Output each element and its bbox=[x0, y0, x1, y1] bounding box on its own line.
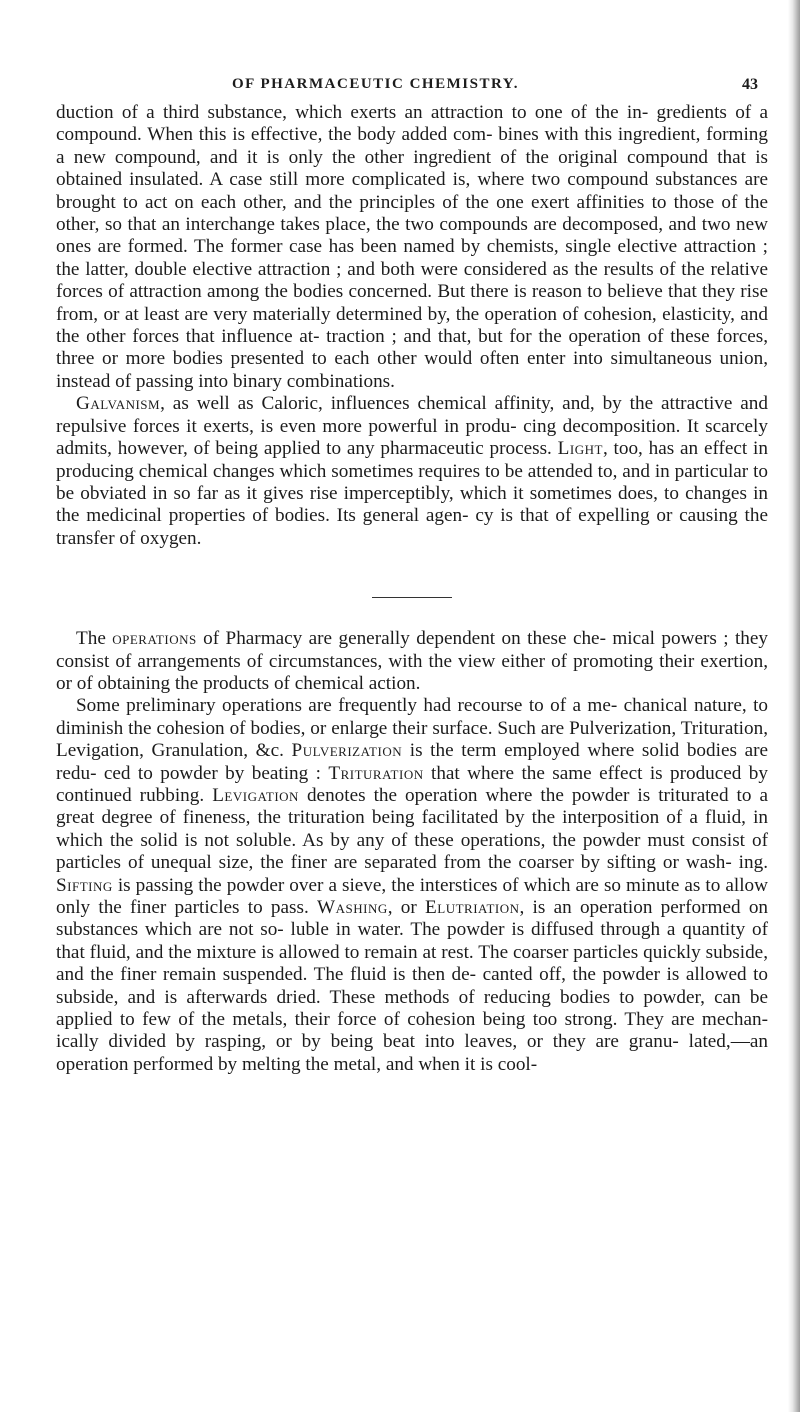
section-divider bbox=[372, 597, 452, 598]
term-sifting: Sifting bbox=[56, 874, 113, 896]
paragraph-preliminary-operations: Some preliminary operations are frequently had recourse to of a me- chanical nature, to diminish the cohesion of bodies, or enlarge their surface. Such are Pulverization, Trituration, Levigation, Granulation, &c. Pulverization is the term employed where solid bodies are redu- ced to powder by beating : Trituration that where the same effect is produced by continued rubbing. Levigation denotes the operation where the powder is triturated to a great degree of fineness, the trituration being facilitated by the interposition of a fluid, in which the solid is not soluble. As by any of these operations, the powder must consist of particles of unequal size, the finer are separated from the coarser by sifting or wash- ing. Sifting is passing the powder over a sieve, the interstices of which are so minute as to allow only the finer particles to pass. Washing, or Elutriation, is an operation performed on substances which are not so- luble in water. The powder is diffused through a quantity of that fluid, and the mixture is allowed to remain at rest. The coarser particles quickly subside, and the finer remain suspended. The fluid is then de- canted off, the powder is allowed to subside, and is afterwards dried. These methods of reducing bodies to powder, can be applied to few of the metals, their force of cohesion being too strong. They are mechan- ically divided by rasping, or by being beat into leaves, or they are granu- lated,—an operation performed by melting the metal, and when it is cool- bbox=[56, 695, 769, 1075]
running-title: OF PHARMACEUTIC CHEMISTRY. bbox=[232, 76, 519, 92]
paragraph-elective-attraction: duction of a third substance, which exerts an attraction to one of the in- gredients of a compound. When this is effective, the body added com- bines with this ingredient, forming a new compound, and it is only the other ingredient of the original compound that is obtained insulated. A case still more complicated is, where two compound substances are brought to act on each other, and the principles of the one exert affinities to those of the other, so that an interchange takes place, the two compounds are decomposed, and two new ones are formed. The former case has been named by chemists, single elective attraction ; the latter, double elective attraction ; and both were considered as the results of the relative forces of attraction among the bodies concerned. But there is reason to believe that they rise from, or at least are very materially determined by, the operation of cohesion, elasticity, and the other forces that influence at- traction ; and that, but for the operation of these forces, three or more bodies presented to each other would often enter into simultaneous union, instead of passing into binary combinations. bbox=[56, 102, 768, 392]
term-levigation: Levigation bbox=[212, 784, 299, 806]
body-text bbox=[56, 102, 768, 1076]
term-light: Light bbox=[557, 438, 603, 460]
page-edge-shadow bbox=[788, 0, 800, 1412]
term-washing: Washing bbox=[317, 897, 388, 918]
term-trituration: Trituration bbox=[328, 762, 424, 784]
term-operations: operations bbox=[112, 628, 197, 650]
term-elutriation: Elutriation bbox=[425, 897, 520, 918]
paragraph-galvanism: Galvanism, as well as Caloric, influences chemical affinity, and, by the attractive and repulsive forces it exerts, is even more powerful in produ- cing decomposition. It scarcely admits, however, of being applied to any pharmaceutic process. Light, too, has an effect in producing chemical changes which sometimes requires to be attended to, and in particular to be obviated in so far as it gives rise imperceptibly, which it sometimes does, to changes in the medicinal properties of bodies. Its general agen- cy is that of expelling or causing the transfer of oxygen. bbox=[56, 393, 768, 549]
paragraph-operations: The operations of Pharmacy are generally dependent on these che- mical powers ; they consist of arrangements of circumstances, with the view either of promoting their exertion, or of obtaining the products of chemical action. bbox=[56, 628, 768, 694]
page-number: 43 bbox=[742, 76, 758, 93]
term-galvanism: Galvanism bbox=[76, 393, 161, 415]
running-head bbox=[214, 76, 758, 98]
term-pulverization: Pulverization bbox=[291, 740, 403, 762]
